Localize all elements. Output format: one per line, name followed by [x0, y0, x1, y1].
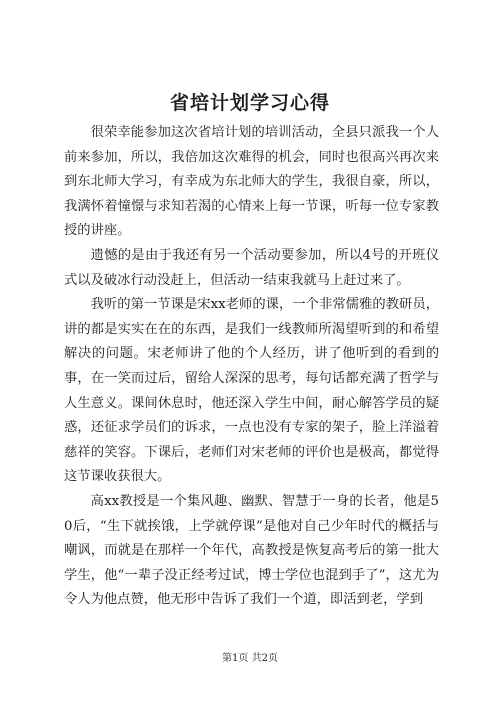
page-number-footer: 第1页 共2页 — [222, 653, 278, 664]
paragraph: 高xx教授是一个集风趣、幽默、智慧于一身的长者，他是50后，“生下就挨饿，上学就停课”是他对自己少年时代的概括与嘲讽，而就是在那样一个年代，高教授是恢复高考后的第一批大学生，他“一辈子没正经考过试，博士学位也混到手了”，这尤为令人为他点赞，他无形中告诉了我们一个道，即活到老，学到 — [64, 493, 439, 608]
paragraph: 遗憾的是由于我还有另一个活动要参加，所以4号的开班仪式以及破冰行动没赶上，但活动一结束我就马上赶过来了。 — [64, 247, 439, 288]
paragraph: 我听的第一节课是宋xx老师的课，一个非常儒雅的教研员，讲的都是实实在在的东西，是我们一线教师所渴望听到的和希望解决的问题。宋老师讲了他的个人经历，讲了他听到的看到的事，在一笑而过后，留给人深深的思考，每句话都充满了哲学与人生意义。课间休息时，他还深入学生中间，耐心解答学员的疑惑，还征求学员们的诉求，一点也没有专家的架子，脸上洋溢着慈祥的笑容。下课后，老师们对宋老师的评价也是极高，都觉得这节课收获很大。 — [64, 297, 439, 485]
paragraph: 很荣幸能参加这次省培计划的培训活动，全县只派我一个人前来参加，所以，我倍加这次难得的机会，同时也很高兴再次来到东北师大学习，有幸成为东北师大的学生，我很自豪，所以，我满怀着憧憬与求知若渴的心情来上每一节课，听每一位专家教授的讲座。 — [64, 125, 439, 239]
page-title: 省培计划学习心得 — [169, 92, 330, 114]
body-text — [64, 121, 439, 613]
